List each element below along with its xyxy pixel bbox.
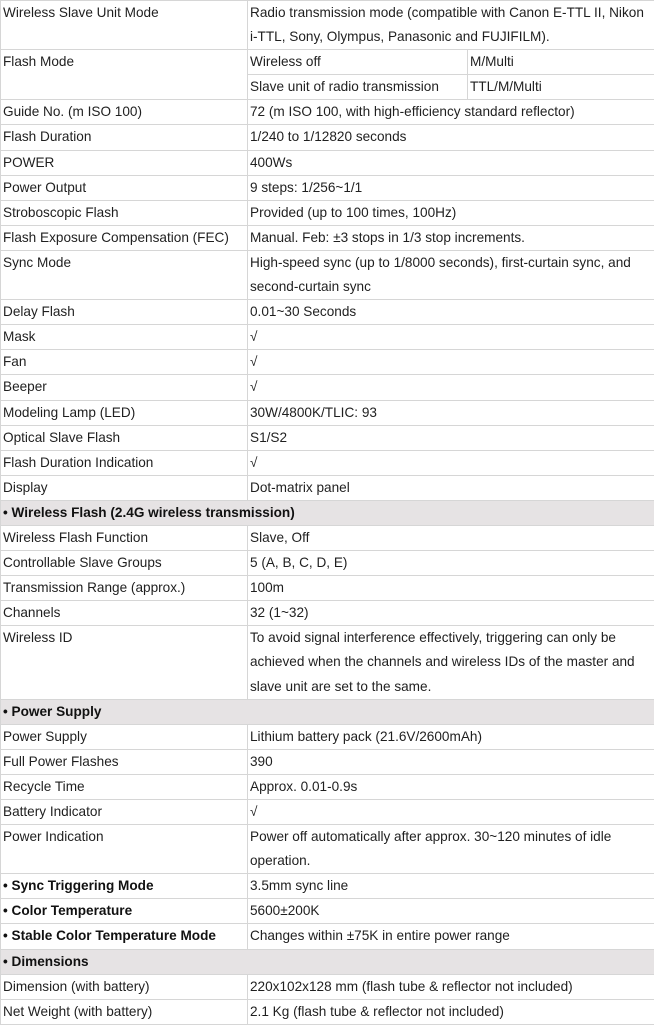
spec-value: √ [248,800,654,825]
spec-label: Channels [1,601,248,626]
spec-label: Controllable Slave Groups [1,551,248,576]
spec-label: Recycle Time [1,774,248,799]
spec-row [1,125,654,150]
spec-value: S1/S2 [248,425,654,450]
spec-row [1,774,654,799]
spec-value: 32 (1~32) [248,601,654,626]
spec-row [1,250,654,299]
spec-value: 9 steps: 1/256~1/1 [248,175,654,200]
section-title: • Power Supply [1,699,654,724]
spec-row [1,300,654,325]
spec-value: 5 (A, B, C, D, E) [248,551,654,576]
spec-row [1,999,654,1024]
spec-row [1,175,654,200]
spec-row [1,350,654,375]
spec-label: Flash Mode [1,50,248,100]
spec-value: 2.1 Kg (flash tube & reflector not included) [248,999,654,1024]
section-header-wireless [1,500,654,525]
spec-label: Display [1,475,248,500]
spec-value: Power off automatically after approx. 30~120 minutes of idle operation. [248,825,654,874]
spec-row [1,1,654,50]
spec-value: √ [248,350,654,375]
spec-row [1,724,654,749]
spec-label: Delay Flash [1,300,248,325]
spec-row [1,400,654,425]
spec-label: Power Output [1,175,248,200]
spec-value: Slave, Off [248,525,654,550]
spec-value: √ [248,450,654,475]
flash-mode-option-value: M/Multi [468,50,654,75]
spec-label: • Sync Triggering Mode [1,874,248,899]
spec-label: Transmission Range (approx.) [1,576,248,601]
spec-value: High-speed sync (up to 1/8000 seconds), first-curtain sync, and second-curtain sync [248,250,654,299]
spec-label: Stroboscopic Flash [1,200,248,225]
spec-row [1,375,654,400]
spec-value: 1/240 to 1/12820 seconds [248,125,654,150]
spec-label: • Stable Color Temperature Mode [1,924,248,949]
spec-row [1,825,654,874]
spec-row [1,225,654,250]
spec-row-sync-trigger [1,874,654,899]
spec-value: 400Ws [248,150,654,175]
spec-value: 5600±200K [248,899,654,924]
spec-row [1,601,654,626]
spec-row-flash-mode [1,50,654,75]
spec-label: Wireless Flash Function [1,525,248,550]
spec-row [1,800,654,825]
spec-value: Provided (up to 100 times, 100Hz) [248,200,654,225]
section-title: • Dimensions [1,949,654,974]
spec-value: 220x102x128 mm (flash tube & reflector not included) [248,974,654,999]
spec-label: Wireless ID [1,626,248,699]
spec-row [1,626,654,699]
spec-value: 390 [248,749,654,774]
spec-row [1,150,654,175]
spec-value: 30W/4800K/TLIC: 93 [248,400,654,425]
spec-value: 100m [248,576,654,601]
spec-row-color-temp [1,899,654,924]
flash-mode-option: Slave unit of radio transmission [248,75,468,100]
spec-label: Sync Mode [1,250,248,299]
spec-label: Dimension (with battery) [1,974,248,999]
spec-row [1,974,654,999]
spec-row [1,325,654,350]
spec-row [1,425,654,450]
spec-value: 3.5mm sync line [248,874,654,899]
spec-label: Beeper [1,375,248,400]
section-title: • Wireless Flash (2.4G wireless transmission) [1,500,654,525]
spec-label: Mask [1,325,248,350]
spec-label: • Color Temperature [1,899,248,924]
spec-row [1,749,654,774]
flash-mode-option: Wireless off [248,50,468,75]
spec-row-stable-color-temp [1,924,654,949]
spec-value: Changes within ±75K in entire power range [248,924,654,949]
spec-label: POWER [1,150,248,175]
section-header-power [1,699,654,724]
spec-label: Wireless Slave Unit Mode [1,1,248,50]
spec-value: 72 (m ISO 100, with high-efficiency standard reflector) [248,100,654,125]
section-header-dimensions [1,949,654,974]
spec-value: Manual. Feb: ±3 stops in 1/3 stop increments. [248,225,654,250]
spec-label: Modeling Lamp (LED) [1,400,248,425]
spec-value: 0.01~30 Seconds [248,300,654,325]
spec-row [1,551,654,576]
flash-mode-option-value: TTL/M/Multi [468,75,654,100]
spec-value: Radio transmission mode (compatible with Canon E-TTL II, Nikon i-TTL, Sony, Olympus, Panasonic and FUJIFILM). [248,1,654,50]
spec-label: Power Supply [1,724,248,749]
spec-value: Lithium battery pack (21.6V/2600mAh) [248,724,654,749]
spec-label: Full Power Flashes [1,749,248,774]
spec-row [1,450,654,475]
spec-row [1,475,654,500]
spec-value: √ [248,375,654,400]
spec-label: Battery Indicator [1,800,248,825]
spec-value: Dot-matrix panel [248,475,654,500]
spec-label: Guide No. (m ISO 100) [1,100,248,125]
spec-value: √ [248,325,654,350]
spec-row [1,200,654,225]
spec-label: Flash Duration Indication [1,450,248,475]
spec-label: Fan [1,350,248,375]
spec-value: To avoid signal interference effectively, triggering can only be achieved when the channels and wireless IDs of the master and slave unit are set to the same. [248,626,654,699]
spec-label: Power Indication [1,825,248,874]
spec-label: Net Weight (with battery) [1,999,248,1024]
spec-row [1,525,654,550]
spec-label: Flash Duration [1,125,248,150]
spec-label: Optical Slave Flash [1,425,248,450]
spec-row [1,576,654,601]
spec-row [1,100,654,125]
spec-value: Approx. 0.01-0.9s [248,774,654,799]
spec-label: Flash Exposure Compensation (FEC) [1,225,248,250]
